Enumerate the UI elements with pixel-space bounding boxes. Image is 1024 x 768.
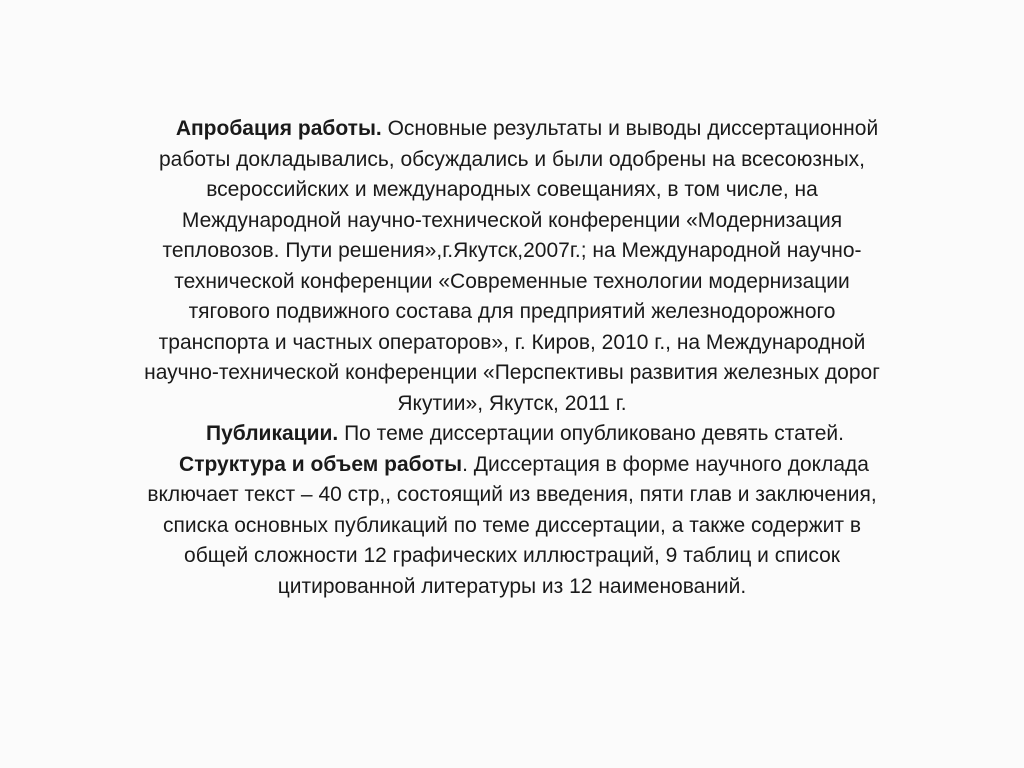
approbation-line: тепловозов. Пути решения»,г.Якутск,2007г.; на Международной научно-	[162, 239, 862, 262]
publications-heading: Публикации.	[206, 422, 339, 445]
approbation-line: Якутии», Якутск, 2011 г.	[397, 391, 627, 415]
structure-line: общей сложности 12 графических иллюстраций, 9 таблиц и список	[184, 544, 840, 567]
approbation-line: тягового подвижного состава для предприятий железнодорожного	[188, 300, 836, 323]
approbation-line: транспорта и частных операторов», г. Киров, 2010 г., на Международной	[158, 330, 866, 354]
publications-paragraph	[60, 419, 964, 450]
structure-line: . Диссертация в форме научного доклада	[462, 452, 869, 476]
approbation-line: Основные результаты и выводы диссертационной	[387, 117, 879, 140]
structure-line: включает текст – 40 стр,, состоящий из введения, пяти глав и заключения,	[147, 483, 877, 506]
approbation-line: научно-технической конференции «Перспективы развития железных дорог	[144, 361, 880, 384]
approbation-heading: Апробация работы.	[175, 117, 382, 140]
structure-line: списка основных публикаций по теме диссертации, а также содержит в	[162, 513, 861, 537]
structure-paragraph	[60, 450, 964, 603]
structure-line: цитированной литературы из 12 наименований.	[277, 574, 747, 598]
publications-text: По теме диссертации опубликовано девять статей.	[344, 422, 844, 445]
structure-heading: Структура и объем работы	[179, 452, 463, 476]
approbation-line: всероссийских и международных совещаниях, в том числе, на	[206, 178, 818, 201]
approbation-line: Международной научно-технической конференции «Модернизация	[181, 208, 843, 232]
approbation-paragraph	[60, 114, 964, 419]
approbation-line: технической конференции «Современные технологии модернизации	[174, 269, 850, 293]
slide-text-body	[60, 114, 964, 602]
approbation-line: работы докладывались, обсуждались и были одобрены на всесоюзных,	[158, 147, 866, 171]
